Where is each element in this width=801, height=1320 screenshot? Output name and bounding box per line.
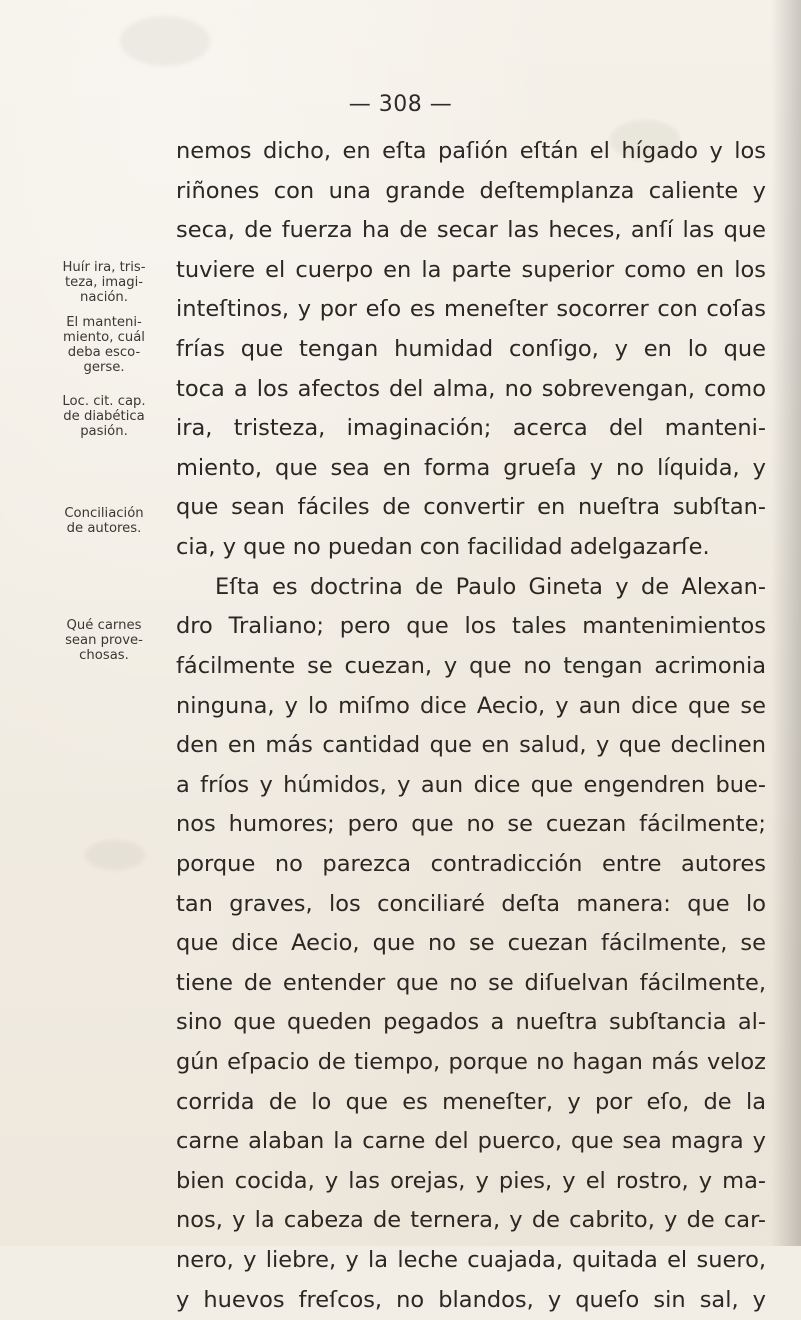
margin-note-line: miento, cuál [63, 330, 145, 345]
text-line: fácilmente se cuezan, y que no tengan acrimonia [176, 652, 766, 679]
text-line: porque no parezca contradicción entre autores [176, 850, 766, 877]
margin-note-mantenimiento [42, 315, 166, 375]
margin-note-conciliacion [42, 506, 166, 536]
margin-note-line: nación. [80, 290, 128, 305]
margin-note-line: de diabética [63, 409, 145, 424]
margin-note-line: Conciliación [64, 506, 144, 521]
margin-note-line: chosas. [79, 648, 129, 663]
text-line: dro Traliano; pero que los tales mantenimientos [176, 613, 766, 640]
text-line: inteſtinos, y por eſo es meneſter socorrer con coſas [176, 296, 766, 323]
text-line: Eſta es doctrina de Paulo Gineta y de Alexan- [215, 573, 766, 600]
text-line: bien cocida, y las orejas, y pies, y el rostro, y ma- [176, 1167, 766, 1194]
text-line: y huevos freſcos, no blandos, y queſo sin sal, y [176, 1286, 766, 1313]
margin-note-line: de autores. [66, 521, 142, 536]
text-line: que dice Aecio, que no se cuezan fácilmente, se [176, 930, 766, 957]
text-line: cia, y que no puedan con facilidad adelgazarſe. [176, 534, 710, 561]
text-line: den en más cantidad que en salud, y que declinen [176, 732, 766, 759]
text-line: ninguna, y lo miſmo dice Aecio, y aun dice que se [176, 692, 766, 719]
margin-note-line: pasión. [80, 424, 128, 439]
text-line: seca, de fuerza ha de secar las heces, anſí las que [176, 217, 766, 244]
text-line: nero, y liebre, y la leche cuajada, quitada el suero, [176, 1247, 766, 1274]
text-line: carne alaban la carne del puerco, que sea magra y [176, 1128, 766, 1155]
paper-stain [120, 16, 210, 66]
margin-note-loc-cit [42, 394, 166, 439]
text-line: corrida de lo que es meneſter, y por eſo, de la [176, 1088, 766, 1115]
text-line: toca a los afectos del alma, no sobrevengan, como [176, 375, 766, 402]
page-number: — 308 — [348, 92, 453, 117]
margin-note-line: Qué carnes [66, 618, 142, 633]
margin-note-carnes [42, 618, 166, 663]
text-line: tan graves, los conciliaré deſta manera: que lo [176, 890, 766, 917]
margin-note-ira [42, 260, 166, 305]
margin-note-line: El manteni- [66, 315, 142, 330]
margin-note-line: teza, imagi- [64, 275, 144, 290]
paper-stain [85, 840, 145, 870]
text-line: nos humores; pero que no se cuezan fácilmente; [176, 811, 766, 838]
margin-note-line: deba esco- [67, 345, 141, 360]
margin-note-line: Loc. cit. cap. [62, 394, 146, 409]
text-line: tuviere el cuerpo en la parte superior como en los [176, 256, 766, 283]
text-line: frías que tengan humidad conſigo, y en lo que [176, 336, 766, 363]
text-line: riñones con una grande deſtemplanza caliente y [176, 177, 766, 204]
margin-note-line: sean prove- [65, 633, 143, 648]
text-line: nos, y la cabeza de ternera, y de cabrito, y de car- [176, 1207, 766, 1234]
page-edge-shadow [771, 0, 801, 1246]
text-line: gún eſpacio de tiempo, porque no hagan más veloz [176, 1049, 766, 1076]
text-line: a fríos y húmidos, y aun dice que engendren bue- [176, 771, 766, 798]
text-line: nemos dicho, en eſta paſión eſtán el hígado y los [176, 138, 766, 164]
margin-note-line: gerse. [83, 360, 125, 375]
text-line: tiene de entender que no se diſuelvan fácilmente, [176, 969, 766, 996]
body-text [176, 132, 766, 1320]
text-line: sino que queden pegados a nueſtra subſtancia al- [176, 1009, 766, 1036]
text-line: miento, que sea en forma grueſa y no líquida, y [176, 454, 766, 481]
margin-note-line: Huír ira, tris- [62, 260, 146, 275]
text-line: ira, tristeza, imaginación; acerca del manteni- [176, 415, 766, 442]
text-line: que sean fáciles de convertir en nueſtra subſtan- [176, 494, 766, 521]
